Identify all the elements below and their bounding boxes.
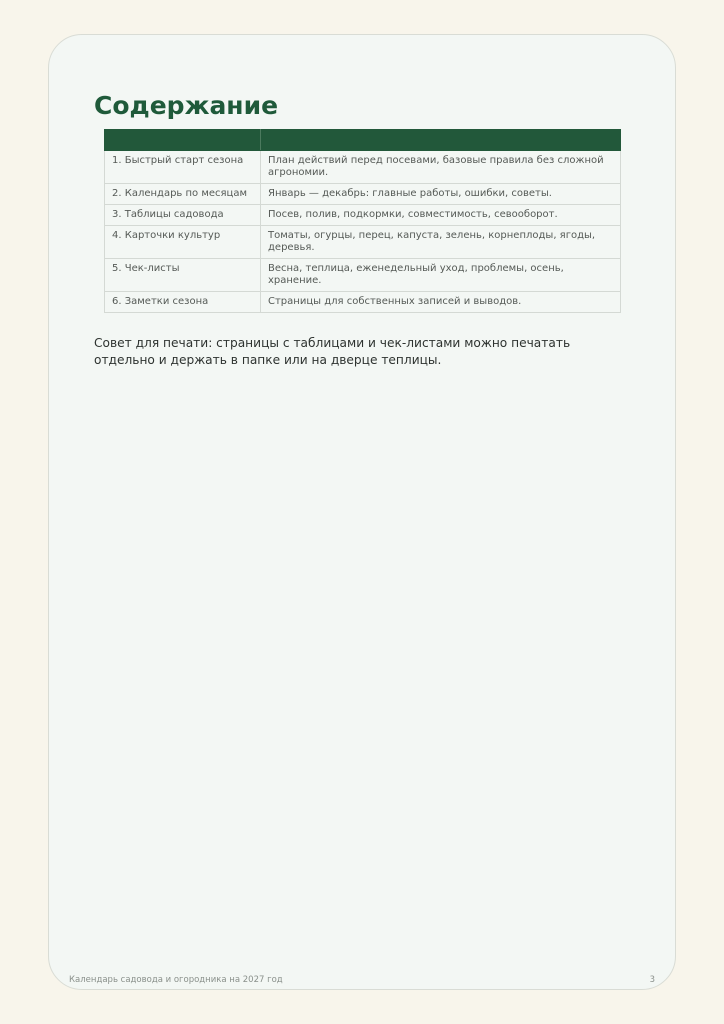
footer-document-title: Календарь садовода и огородника на 2027 год [69,975,283,985]
section-description-cell: Страницы для собственных записей и выводов. [261,292,621,313]
table-row [105,151,621,184]
section-name-cell: 3. Таблицы садовода [105,205,261,226]
table-header-row [105,130,621,151]
table-row [105,184,621,205]
section-description-cell: Весна, теплица, еженедельный уход, проблемы, осень, хранение. [261,259,621,292]
section-name-cell: 6. Заметки сезона [105,292,261,313]
section-description-cell: Посев, полив, подкормки, совместимость, севооборот. [261,205,621,226]
table-row [105,226,621,259]
table-row [105,205,621,226]
contents-table [104,129,621,313]
section-description-cell: План действий перед посевами, базовые правила без сложной агрономии. [261,151,621,184]
table-row [105,292,621,313]
column-header-description [261,130,621,151]
page-title: Содержание [94,91,279,120]
section-name-cell: 5. Чек-листы [105,259,261,292]
document-page [48,34,676,990]
section-name-cell: 4. Карточки культур [105,226,261,259]
print-tip: Совет для печати: страницы с таблицами и чек-листами можно печатать отдельно и держать в папке или на дверце теплицы. [94,336,571,367]
section-description-cell: Январь — декабрь: главные работы, ошибки, советы. [261,184,621,205]
column-header-section [105,130,261,151]
section-description-cell: Томаты, огурцы, перец, капуста, зелень, корнеплоды, ягоды, деревья. [261,226,621,259]
section-name-cell: 1. Быстрый старт сезона [105,151,261,184]
table-row [105,259,621,292]
section-name-cell: 2. Календарь по месяцам [105,184,261,205]
footer-page-number: 3 [649,975,655,985]
